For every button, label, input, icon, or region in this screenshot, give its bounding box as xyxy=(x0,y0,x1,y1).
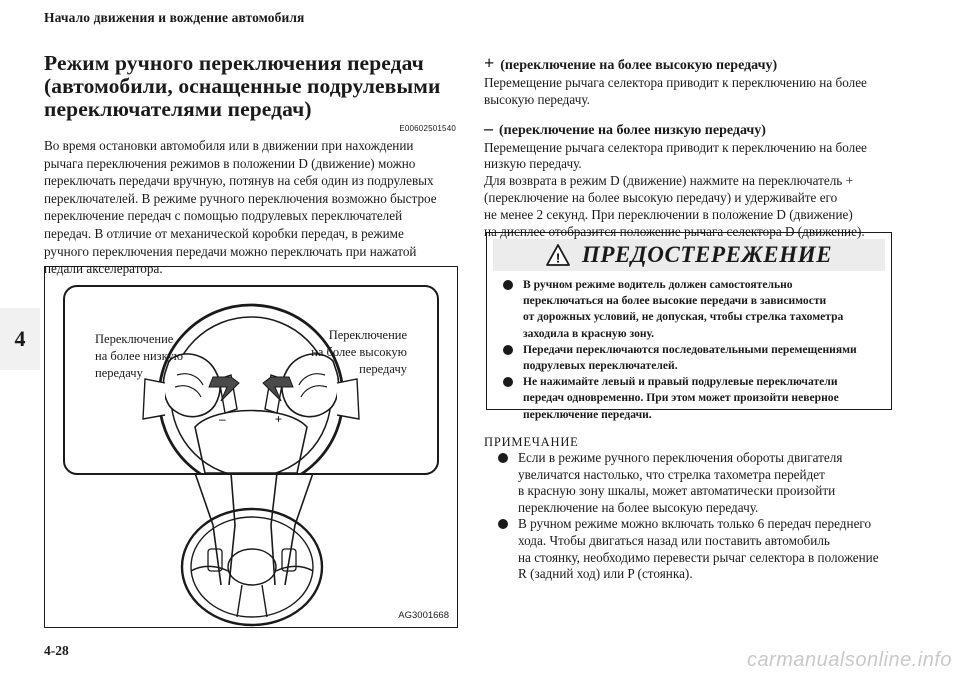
section-title-line: Режим ручного переключения передач xyxy=(44,51,424,75)
chapter-number: 4 xyxy=(14,326,26,351)
body-line: низкую передачу. xyxy=(484,156,582,172)
section-body xyxy=(44,137,458,278)
note-line: В ручном режиме можно включать только 6 передач переднего xyxy=(518,516,872,532)
note-line: переключение на более высокую передачу. xyxy=(518,499,759,515)
body-line: Перемещение рычага селектора приводит к переключению на более xyxy=(484,75,867,90)
warning-title: ПРЕДОСТЕРЕЖЕНИЕ xyxy=(581,242,833,267)
warning-line: подрулевых переключателей. xyxy=(523,359,678,373)
upshift-label xyxy=(311,327,407,378)
warning-line: передач одновременно. При этом может произойти неверное xyxy=(523,391,839,405)
section-code: E00602501540 xyxy=(399,124,456,133)
minus-symbol: – xyxy=(484,117,493,138)
warning-item xyxy=(501,342,877,374)
note-line: на стоянку, необходимо перевести рычаг селектора в положение xyxy=(518,549,879,565)
section-title xyxy=(44,52,458,121)
downshift-heading xyxy=(484,119,904,140)
section-title-line: переключателями передач) xyxy=(44,97,312,121)
page-number: 4-28 xyxy=(44,643,69,658)
body-line: педали акселератора. xyxy=(44,261,163,277)
note-line: в красную зону шкалы, может автоматически произойти xyxy=(518,483,836,499)
warning-line: переключаться на более высокие передачи в зависимости xyxy=(523,294,827,308)
minus-mark: – xyxy=(219,412,226,426)
body-line: (переключение на более высокую передачу) и удерживайте его xyxy=(484,189,838,205)
bullet-icon xyxy=(498,519,508,529)
downshift-body xyxy=(484,140,904,241)
warning-header xyxy=(493,239,885,271)
section-left-column xyxy=(44,52,458,278)
body-line: переключателей. В режиме ручного переключения возможно быстрое xyxy=(44,190,437,206)
plus-symbol: + xyxy=(484,53,495,73)
warning-line: Передачи переключаются последовательными перемещениями xyxy=(523,342,857,356)
note-line: увеличатся настолько, что стрелка тахометра перейдет xyxy=(518,466,825,482)
notes-title: ПРИМЕЧАНИЕ xyxy=(484,435,579,449)
body-line: Во время остановки автомобиля или в движении при нахождении xyxy=(44,138,414,153)
downshift-label xyxy=(95,331,183,382)
body-line: Перемещение рычага селектора приводит к переключению на более xyxy=(484,139,867,155)
steering-wheel-figure xyxy=(44,266,458,628)
warning-list xyxy=(501,277,877,423)
label-line: на более высокую xyxy=(311,345,407,359)
note-line: Если в режиме ручного переключения обороты двигателя xyxy=(518,450,843,465)
plus-mark: + xyxy=(275,412,283,426)
bullet-icon xyxy=(503,280,513,290)
notes-list xyxy=(496,450,900,583)
bullet-icon xyxy=(503,377,513,387)
body-line: не менее 2 секунд. При переключении в положение D (движение) xyxy=(484,206,853,222)
warning-line: от дорожных условий, не допуская, чтобы стрелка тахометра xyxy=(523,310,844,324)
upshift-title: (переключение на более высокую передачу) xyxy=(500,58,778,73)
note-item xyxy=(496,516,900,582)
warning-triangle-icon xyxy=(546,244,570,266)
body-line: передач. В отличие от механической коробки передач, в режиме xyxy=(44,225,404,241)
notes-section xyxy=(484,434,900,583)
label-line: передачу xyxy=(359,362,407,376)
label-line: Переключение xyxy=(328,328,407,342)
body-line: на дисплее отобразится положение рычага селектора D (движение). xyxy=(484,223,865,239)
label-line: Переключение xyxy=(95,332,174,346)
label-line: на более низкую xyxy=(95,349,184,363)
warning-line: Не нажимайте левый и правый подрулевые переключатели xyxy=(523,375,838,389)
note-line: хода. Чтобы двигаться назад или поставить автомобиль xyxy=(518,532,830,548)
chapter-header: Начало движения и вождение автомобиля xyxy=(44,10,305,25)
body-line: переключение передач с помощью подрулевых переключателей xyxy=(44,208,403,224)
body-line: рычага переключения режимов в положении D (движение) можно xyxy=(44,155,416,171)
bullet-icon xyxy=(498,453,508,463)
warning-line: заходила в красную зону. xyxy=(523,326,655,340)
chapter-tab xyxy=(0,308,40,370)
body-line: Для возврата в режим D (движение) нажмите на переключатель + xyxy=(484,173,854,189)
body-line: переключать передачи вручную, потянув на себя один из подрулевых xyxy=(44,173,434,189)
lower-steering-wheel xyxy=(182,509,322,625)
section-right-column xyxy=(484,54,904,240)
body-line: высокую передачу. xyxy=(484,91,590,107)
label-line: передачу xyxy=(95,366,143,380)
bullet-icon xyxy=(503,345,513,355)
note-item xyxy=(496,450,900,516)
warning-line: переключение передачи. xyxy=(523,407,652,421)
downshift-title: (переключение на более низкую передачу) xyxy=(499,122,766,138)
note-line: R (задний ход) или P (стоянка). xyxy=(518,566,693,582)
body-line: ручного переключения передачи можно переключать при нажатой xyxy=(44,243,417,259)
figure-callout xyxy=(63,285,439,475)
figure-id: AG3001668 xyxy=(398,610,449,621)
warning-glyph: ! xyxy=(555,250,561,266)
upshift-heading xyxy=(484,54,904,75)
upshift-body xyxy=(484,75,904,109)
section-title-line: (автомобили, оснащенные подрулевыми xyxy=(44,74,441,98)
warning-box xyxy=(486,232,892,421)
warning-line: В ручном режиме водитель должен самостоятельно xyxy=(523,278,793,291)
warning-item xyxy=(501,374,877,423)
warning-item xyxy=(501,277,877,342)
watermark: carmanualsonline.info xyxy=(746,649,952,671)
